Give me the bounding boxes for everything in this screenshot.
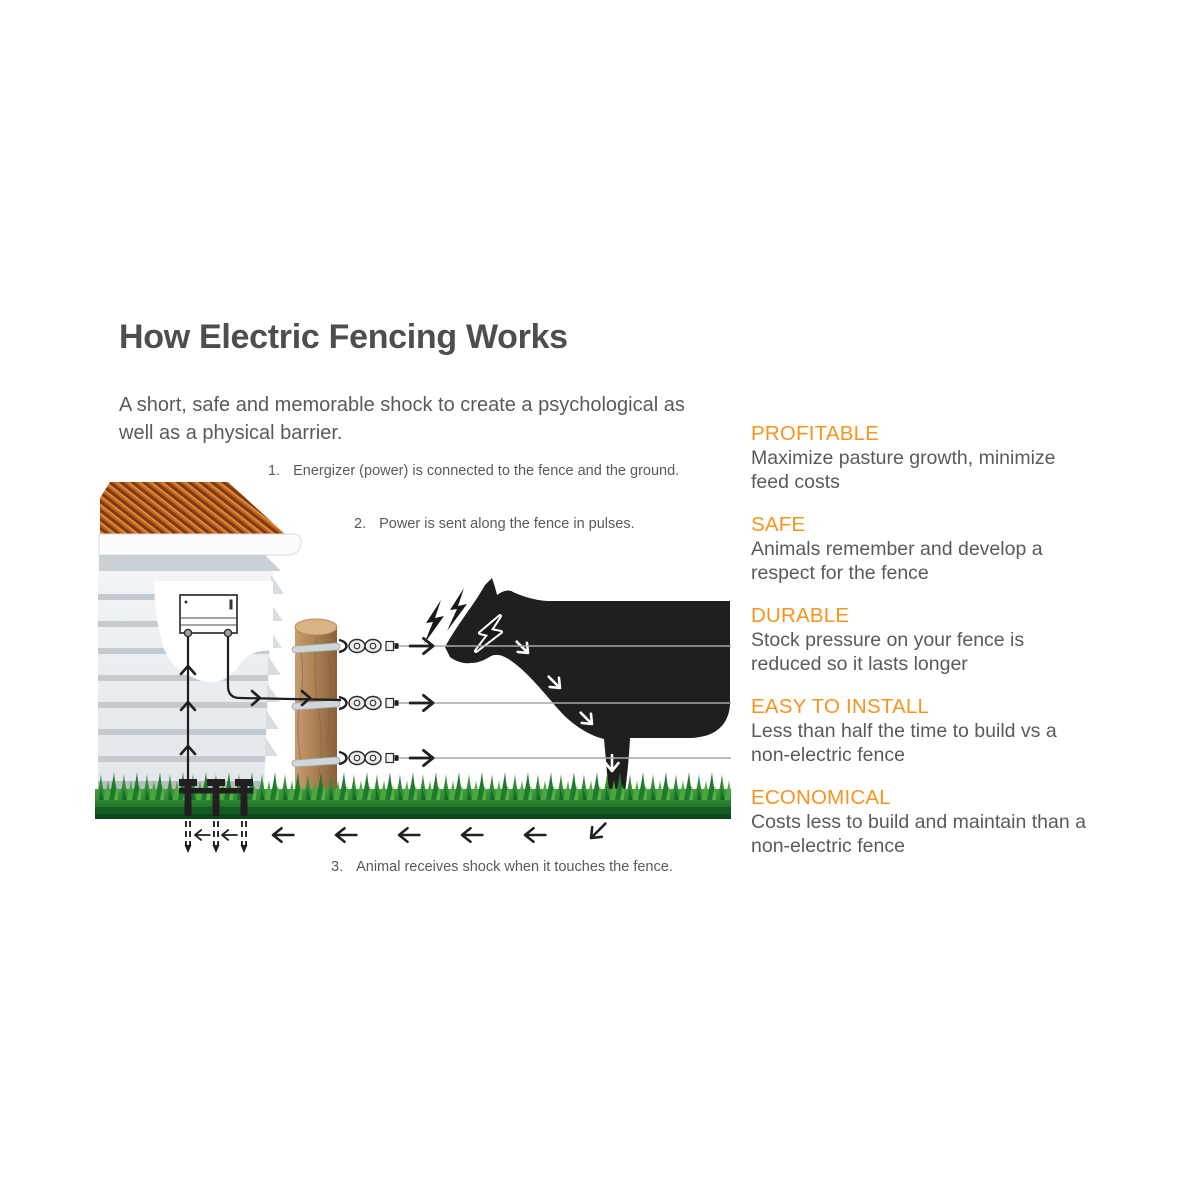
benefit-heading: ECONOMICAL <box>751 786 891 809</box>
ground-rods-icon <box>179 779 253 853</box>
ground-rod-buried-section <box>185 821 248 853</box>
step-2-text: Power is sent along the fence in pulses. <box>379 516 635 532</box>
step-2-caption <box>354 516 635 532</box>
fence-post-icon <box>292 619 340 795</box>
benefit-durable <box>751 604 1087 676</box>
energizer-fence-terminal <box>224 629 231 636</box>
benefit-heading: PROFITABLE <box>751 422 880 445</box>
soffit-shadow <box>99 555 281 571</box>
step-3-text: Animal receives shock when it touches the fence. <box>356 859 673 875</box>
page-subtitle: A short, safe and memorable shock to create a psychological as well as a physical barrier. <box>119 394 685 444</box>
benefit-text: Costs less to build and maintain than a non-electric fence <box>751 811 1086 857</box>
step-1-number: 1. <box>268 463 281 479</box>
benefit-text: Less than half the time to build vs a non-electric fence <box>751 720 1057 766</box>
benefit-safe <box>751 513 1087 585</box>
step-3-number: 3. <box>331 859 344 875</box>
step-3-caption <box>331 859 673 875</box>
step-2-number: 2. <box>354 516 367 532</box>
step-1-text: Energizer (power) is connected to the fence and the ground. <box>293 463 680 479</box>
soil-return-arrows <box>195 819 610 843</box>
step-1-caption <box>268 463 679 479</box>
benefit-profitable <box>751 422 1087 494</box>
pulse-arrow-icon <box>410 638 433 765</box>
benefit-text: Animals remember and develop a respect for the fence <box>751 538 1043 584</box>
energizer-icon <box>180 595 237 637</box>
benefit-economical <box>751 786 1087 858</box>
house-icon <box>98 482 301 793</box>
insulator-icon <box>339 640 399 765</box>
benefit-easy-to-install <box>751 695 1087 767</box>
benefit-heading: SAFE <box>751 513 806 536</box>
benefit-heading: DURABLE <box>751 604 850 627</box>
energizer-ground-terminal <box>184 629 191 636</box>
roof-eave <box>99 534 301 555</box>
benefit-text: Stock pressure on your fence is reduced so it lasts longer <box>751 629 1025 675</box>
benefit-heading: EASY TO INSTALL <box>751 695 930 718</box>
page-title: How Electric Fencing Works <box>119 318 568 356</box>
roof-icon <box>100 482 285 534</box>
benefit-text: Maximize pasture growth, minimize feed costs <box>751 447 1056 493</box>
benefits-list <box>751 422 1087 877</box>
